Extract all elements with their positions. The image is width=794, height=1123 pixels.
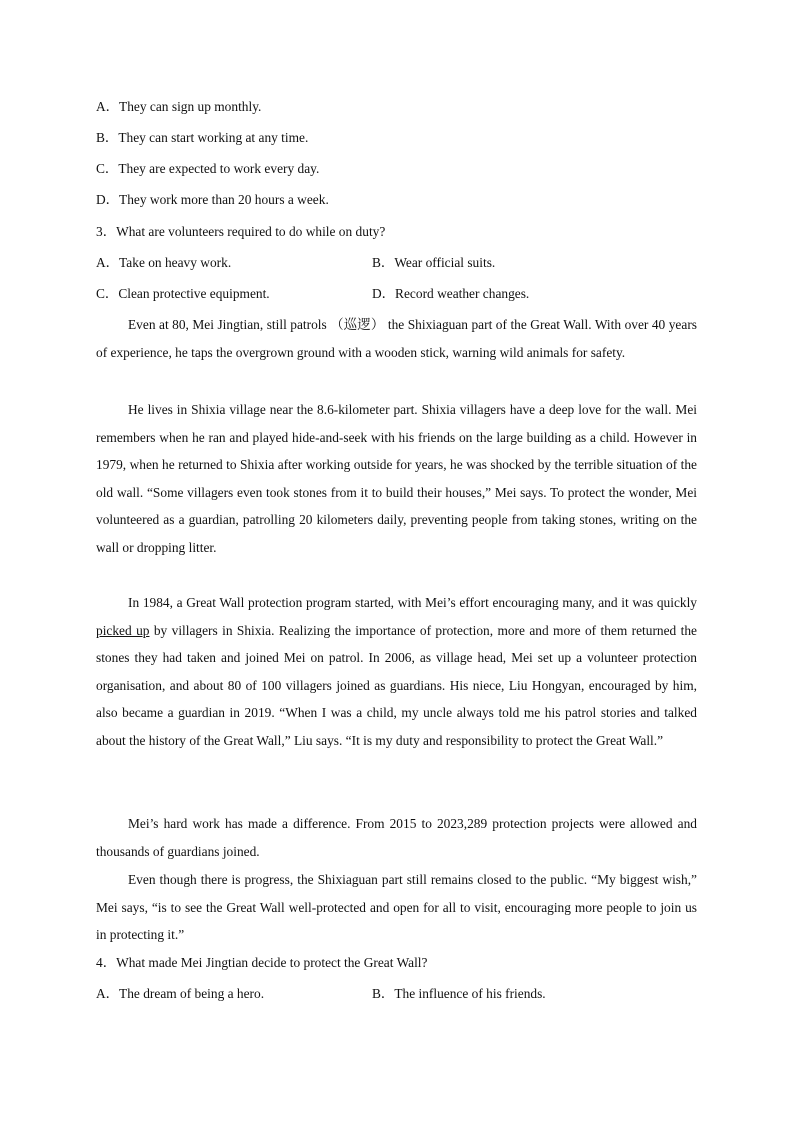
q4-stem: 4．What made Mei Jingtian decide to protect the Great Wall? [96,955,428,970]
q3-option-a: A．Take on heavy work. [96,255,232,270]
passage-paragraph-3 [96,589,697,755]
passage-paragraph-2: He lives in Shixia village near the 8.6-kilometer part. Shixia villagers have a deep love for the wall. Mei remembers when he ran and played hide-and-seek with his friends on the large building as a child. However in 1979, when he returned to Shixia after working outside for years, he was shocked by the terrible situation of the old wall. “Some villagers even took stones from it to build their houses,” Mei says. To protect the wonder, Mei volunteered as a guardian, patrolling 20 kilometers daily, preventing people from taking stones, writing on the wall or dropping litter. [96,402,697,555]
passage-paragraph-4: Mei’s hard work has made a difference. From 2015 to 2023,289 protection projects were allowed and thousands of guardians joined. [96,816,697,859]
q4-option-b: B．The influence of his friends. [372,986,546,1001]
q2-option-c: C．They are expected to work every day. [96,161,320,176]
q4-option-a: A．The dream of being a hero. [96,986,265,1001]
q2-option-a: A．They can sign up monthly. [96,99,262,114]
q3-option-d: D．Record weather changes. [372,286,530,301]
q2-option-d: D．They work more than 20 hours a week. [96,192,329,207]
paragraph-3-part-1: In 1984, a Great Wall protection program started, with Mei’s effort encouraging many, and it was quickly [128,595,697,610]
passage-paragraph-1: Even at 80, Mei Jingtian, still patrols （巡逻） the Shixiaguan part of the Great Wall. With over 40 years of experience, he taps the overgrown ground with a wooden stick, warning wild animals for safety. [96,317,697,360]
paragraph-3-part-2: by villagers in Shixia. Realizing the importance of protection, more and more of them returned the stones they had taken and joined Mei on patrol. In 2006, as village head, Mei set up a volunteer protection organisation, and about 80 of 100 villagers joined as guardians. His niece, Liu Hongyan, encouraged by him, also became a guardian in 2019. “When I was a child, my uncle always told me his patrol stories and talked about the history of the Great Wall,” Liu says. “It is my duty and responsibility to protect the Great Wall.” [96,622,697,748]
passage-paragraph-5: Even though there is progress, the Shixiaguan part still remains closed to the public. “My biggest wish,” Mei says, “is to see the Great Wall well-protected and open for all to visit, encouraging more people to join us in protecting it.” [96,872,697,943]
q3-option-c: C．Clean protective equipment. [96,286,270,301]
q2-option-b: B．They can start working at any time. [96,130,309,145]
q3-option-b: B．Wear official suits. [372,255,496,270]
q3-stem: 3．What are volunteers required to do while on duty? [96,224,386,239]
underlined-phrase: picked up [96,622,150,638]
